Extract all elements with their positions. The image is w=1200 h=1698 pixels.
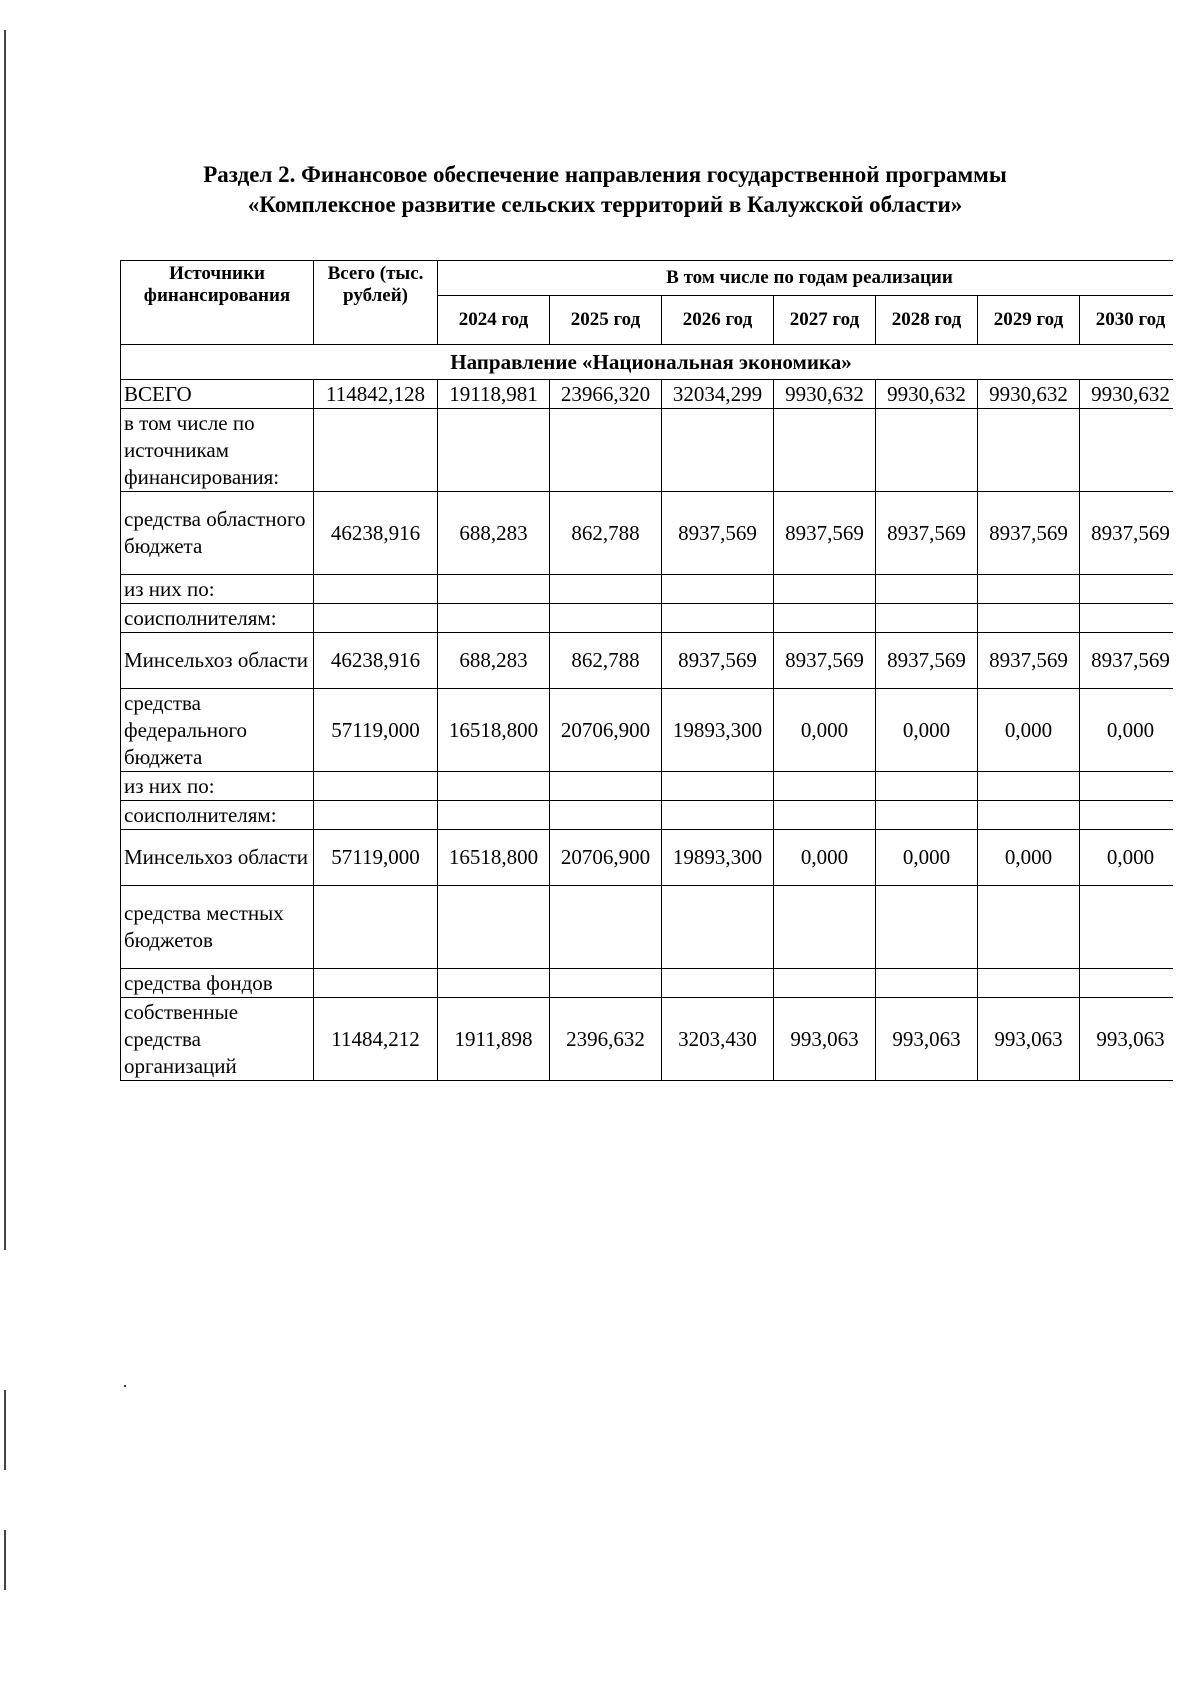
row-label: средства фондов <box>121 969 314 998</box>
row-year-value: 19118,981 <box>438 380 550 409</box>
table-header <box>121 261 1182 345</box>
row-year-value <box>1080 772 1182 801</box>
row-year-value: 0,000 <box>774 689 876 772</box>
document-title <box>110 160 1100 220</box>
row-year-value <box>550 801 662 830</box>
financing-table <box>120 260 1182 1081</box>
row-label: средства областного бюджета <box>121 492 314 575</box>
row-label: средства федерального бюджета <box>121 689 314 772</box>
header-year: 2030 год <box>1080 296 1182 345</box>
table-row <box>121 633 1182 689</box>
table-row <box>121 492 1182 575</box>
row-year-value: 862,788 <box>550 492 662 575</box>
row-year-value: 32034,299 <box>662 380 774 409</box>
header-source: Источники финансирования <box>121 261 314 345</box>
row-year-value: 16518,800 <box>438 830 550 886</box>
row-label: собственные средства организаций <box>121 998 314 1081</box>
row-year-value <box>662 575 774 604</box>
row-year-value <box>438 886 550 969</box>
page-crop-edge <box>1173 250 1200 1090</box>
row-year-value <box>550 772 662 801</box>
row-year-value: 9930,632 <box>978 380 1080 409</box>
section-title: Направление «Национальная экономика» <box>121 345 1182 380</box>
row-year-value: 0,000 <box>1080 689 1182 772</box>
row-year-value: 9930,632 <box>1080 380 1182 409</box>
row-year-value <box>550 604 662 633</box>
table-row <box>121 969 1182 998</box>
header-year: 2029 год <box>978 296 1080 345</box>
row-year-value <box>550 575 662 604</box>
row-year-value: 993,063 <box>1080 998 1182 1081</box>
table-row <box>121 380 1182 409</box>
row-year-value: 993,063 <box>876 998 978 1081</box>
row-year-value <box>774 409 876 492</box>
row-year-value <box>550 409 662 492</box>
row-year-value: 2396,632 <box>550 998 662 1081</box>
row-year-value: 993,063 <box>978 998 1080 1081</box>
row-year-value: 20706,900 <box>550 830 662 886</box>
row-year-value <box>662 886 774 969</box>
row-year-value <box>438 409 550 492</box>
row-total <box>314 772 438 801</box>
row-year-value: 0,000 <box>774 830 876 886</box>
row-year-value <box>1080 886 1182 969</box>
row-year-value: 688,283 <box>438 492 550 575</box>
row-year-value: 8937,569 <box>774 633 876 689</box>
row-year-value <box>978 772 1080 801</box>
row-year-value <box>662 409 774 492</box>
row-year-value: 19893,300 <box>662 830 774 886</box>
row-year-value: 20706,900 <box>550 689 662 772</box>
header-year: 2025 год <box>550 296 662 345</box>
row-total: 11484,212 <box>314 998 438 1081</box>
row-year-value <box>1080 969 1182 998</box>
row-year-value: 8937,569 <box>662 633 774 689</box>
row-total <box>314 575 438 604</box>
row-total: 114842,128 <box>314 380 438 409</box>
scan-speck <box>124 1385 126 1387</box>
row-year-value <box>876 409 978 492</box>
header-year: 2024 год <box>438 296 550 345</box>
row-year-value: 862,788 <box>550 633 662 689</box>
row-total: 57119,000 <box>314 689 438 772</box>
row-label: ВСЕГО <box>121 380 314 409</box>
row-year-value: 8937,569 <box>774 492 876 575</box>
row-year-value: 0,000 <box>978 830 1080 886</box>
table-row <box>121 886 1182 969</box>
row-year-value <box>876 604 978 633</box>
row-year-value <box>662 969 774 998</box>
row-year-value <box>774 604 876 633</box>
table-row <box>121 772 1182 801</box>
table-row <box>121 604 1182 633</box>
row-year-value: 8937,569 <box>978 492 1080 575</box>
row-year-value <box>876 575 978 604</box>
row-year-value <box>662 604 774 633</box>
row-year-value: 993,063 <box>774 998 876 1081</box>
row-year-value <box>978 409 1080 492</box>
header-year: 2027 год <box>774 296 876 345</box>
row-year-value <box>438 969 550 998</box>
row-year-value <box>438 801 550 830</box>
row-year-value: 9930,632 <box>774 380 876 409</box>
row-total <box>314 801 438 830</box>
row-year-value <box>1080 801 1182 830</box>
row-year-value: 8937,569 <box>1080 633 1182 689</box>
header-years-group: В том числе по годам реализации <box>438 261 1182 296</box>
row-year-value <box>978 969 1080 998</box>
row-year-value <box>876 801 978 830</box>
document-title-line-1: Раздел 2. Финансовое обеспечение направления государственной программы <box>203 162 1007 187</box>
row-year-value: 19893,300 <box>662 689 774 772</box>
row-total: 46238,916 <box>314 492 438 575</box>
row-year-value <box>876 886 978 969</box>
row-year-value <box>1080 604 1182 633</box>
table-body <box>121 345 1182 1081</box>
row-year-value: 16518,800 <box>438 689 550 772</box>
row-total: 46238,916 <box>314 633 438 689</box>
row-year-value <box>876 969 978 998</box>
row-year-value: 0,000 <box>1080 830 1182 886</box>
row-year-value: 8937,569 <box>978 633 1080 689</box>
header-total: Всего (тыс. рублей) <box>314 261 438 345</box>
row-total <box>314 604 438 633</box>
row-year-value <box>662 801 774 830</box>
row-year-value: 8937,569 <box>662 492 774 575</box>
row-total <box>314 969 438 998</box>
row-year-value <box>978 886 1080 969</box>
row-total <box>314 886 438 969</box>
row-label: Минсельхоз области <box>121 633 314 689</box>
table-row <box>121 830 1182 886</box>
row-year-value: 8937,569 <box>876 633 978 689</box>
row-label: из них по: <box>121 575 314 604</box>
scan-edge-left-bottom <box>4 1530 6 1590</box>
table-row <box>121 998 1182 1081</box>
row-year-value <box>438 575 550 604</box>
scan-edge-left-mid <box>4 1390 6 1470</box>
row-year-value <box>550 886 662 969</box>
row-year-value <box>438 604 550 633</box>
row-year-value <box>438 772 550 801</box>
table-row <box>121 575 1182 604</box>
row-total <box>314 409 438 492</box>
row-year-value: 23966,320 <box>550 380 662 409</box>
row-year-value <box>774 886 876 969</box>
row-year-value: 0,000 <box>876 830 978 886</box>
row-year-value: 0,000 <box>978 689 1080 772</box>
row-year-value: 688,283 <box>438 633 550 689</box>
row-year-value <box>774 772 876 801</box>
row-year-value <box>978 801 1080 830</box>
row-label: соисполнителям: <box>121 604 314 633</box>
table-row <box>121 689 1182 772</box>
row-year-value <box>876 772 978 801</box>
header-year: 2026 год <box>662 296 774 345</box>
row-year-value <box>550 969 662 998</box>
scan-edge-left <box>4 30 6 1250</box>
row-year-value <box>978 575 1080 604</box>
row-year-value: 8937,569 <box>876 492 978 575</box>
row-label: соисполнителям: <box>121 801 314 830</box>
row-year-value: 3203,430 <box>662 998 774 1081</box>
row-total: 57119,000 <box>314 830 438 886</box>
table-row <box>121 409 1182 492</box>
row-year-value <box>1080 409 1182 492</box>
row-year-value <box>1080 575 1182 604</box>
document-title-line-2: «Комплексное развитие сельских территорий в Калужской области» <box>247 192 963 217</box>
header-year: 2028 год <box>876 296 978 345</box>
row-year-value <box>774 575 876 604</box>
row-label: в том числе по источникам финансирования: <box>121 409 314 492</box>
row-year-value <box>774 801 876 830</box>
row-label: средства местных бюджетов <box>121 886 314 969</box>
row-year-value: 8937,569 <box>1080 492 1182 575</box>
row-label: Минсельхоз области <box>121 830 314 886</box>
row-year-value <box>978 604 1080 633</box>
row-label: из них по: <box>121 772 314 801</box>
table-row <box>121 801 1182 830</box>
row-year-value <box>774 969 876 998</box>
row-year-value: 1911,898 <box>438 998 550 1081</box>
row-year-value: 9930,632 <box>876 380 978 409</box>
row-year-value <box>662 772 774 801</box>
row-year-value: 0,000 <box>876 689 978 772</box>
